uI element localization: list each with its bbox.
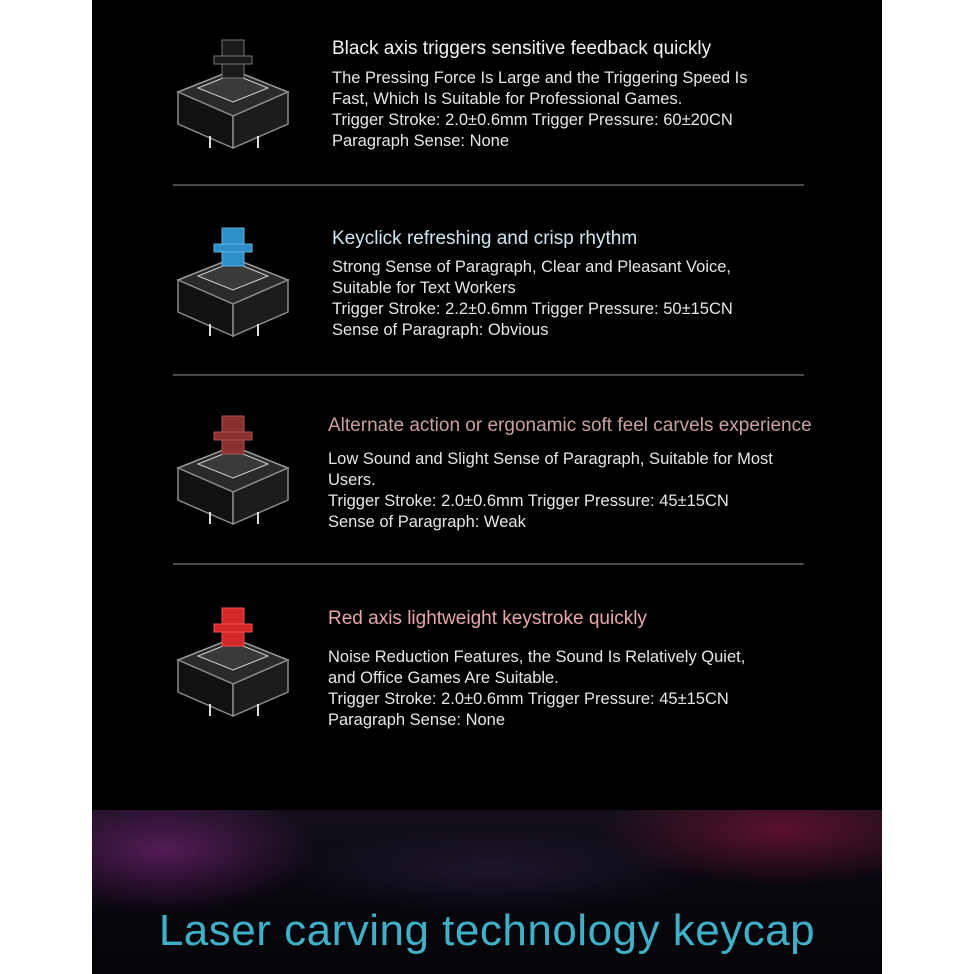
switch-title: Keyclick refreshing and crisp rhythm [332,228,638,249]
switch-title: Black axis triggers sensitive feedback quickly [332,38,712,59]
switch-title: Alternate action or ergonamic soft feel carvels experience [328,415,812,436]
switch-description: Noise Reduction Features, the Sound Is Relatively Quiet, and Office Games Are Suitable. Trigger Stroke: 2.0±0.6mm Trigger Pressure: 45±15CN Paragraph Sense: None [328,648,746,729]
divider [173,374,804,376]
black-switch-icon [170,36,296,156]
divider [173,184,804,186]
divider [173,563,804,565]
switch-description: The Pressing Force Is Large and the Triggering Speed Is Fast, Which Is Suitable for Professional Games. Trigger Stroke: 2.0±0.6mm Trigger Pressure: 60±20CN Paragraph Sense: None [332,69,748,150]
switch-description: Strong Sense of Paragraph, Clear and Pleasant Voice, Suitable for Text Workers Trigger Stroke: 2.2±0.6mm Trigger Pressure: 50±15CN Sense of Paragraph: Obvious [332,258,733,339]
blue-switch-icon [170,224,296,344]
switch-description: Low Sound and Slight Sense of Paragraph, Suitable for Most Users. Trigger Stroke: 2.0±0.6mm Trigger Pressure: 45±15CN Sense of Paragraph: Weak [328,450,773,531]
banner-title: Laser carving technology keycap [158,906,816,955]
product-panel [92,0,882,974]
red-switch-icon [170,604,296,724]
keycap-banner [92,810,882,974]
brown-switch-icon [170,412,296,532]
switch-title: Red axis lightweight keystroke quickly [328,608,647,629]
